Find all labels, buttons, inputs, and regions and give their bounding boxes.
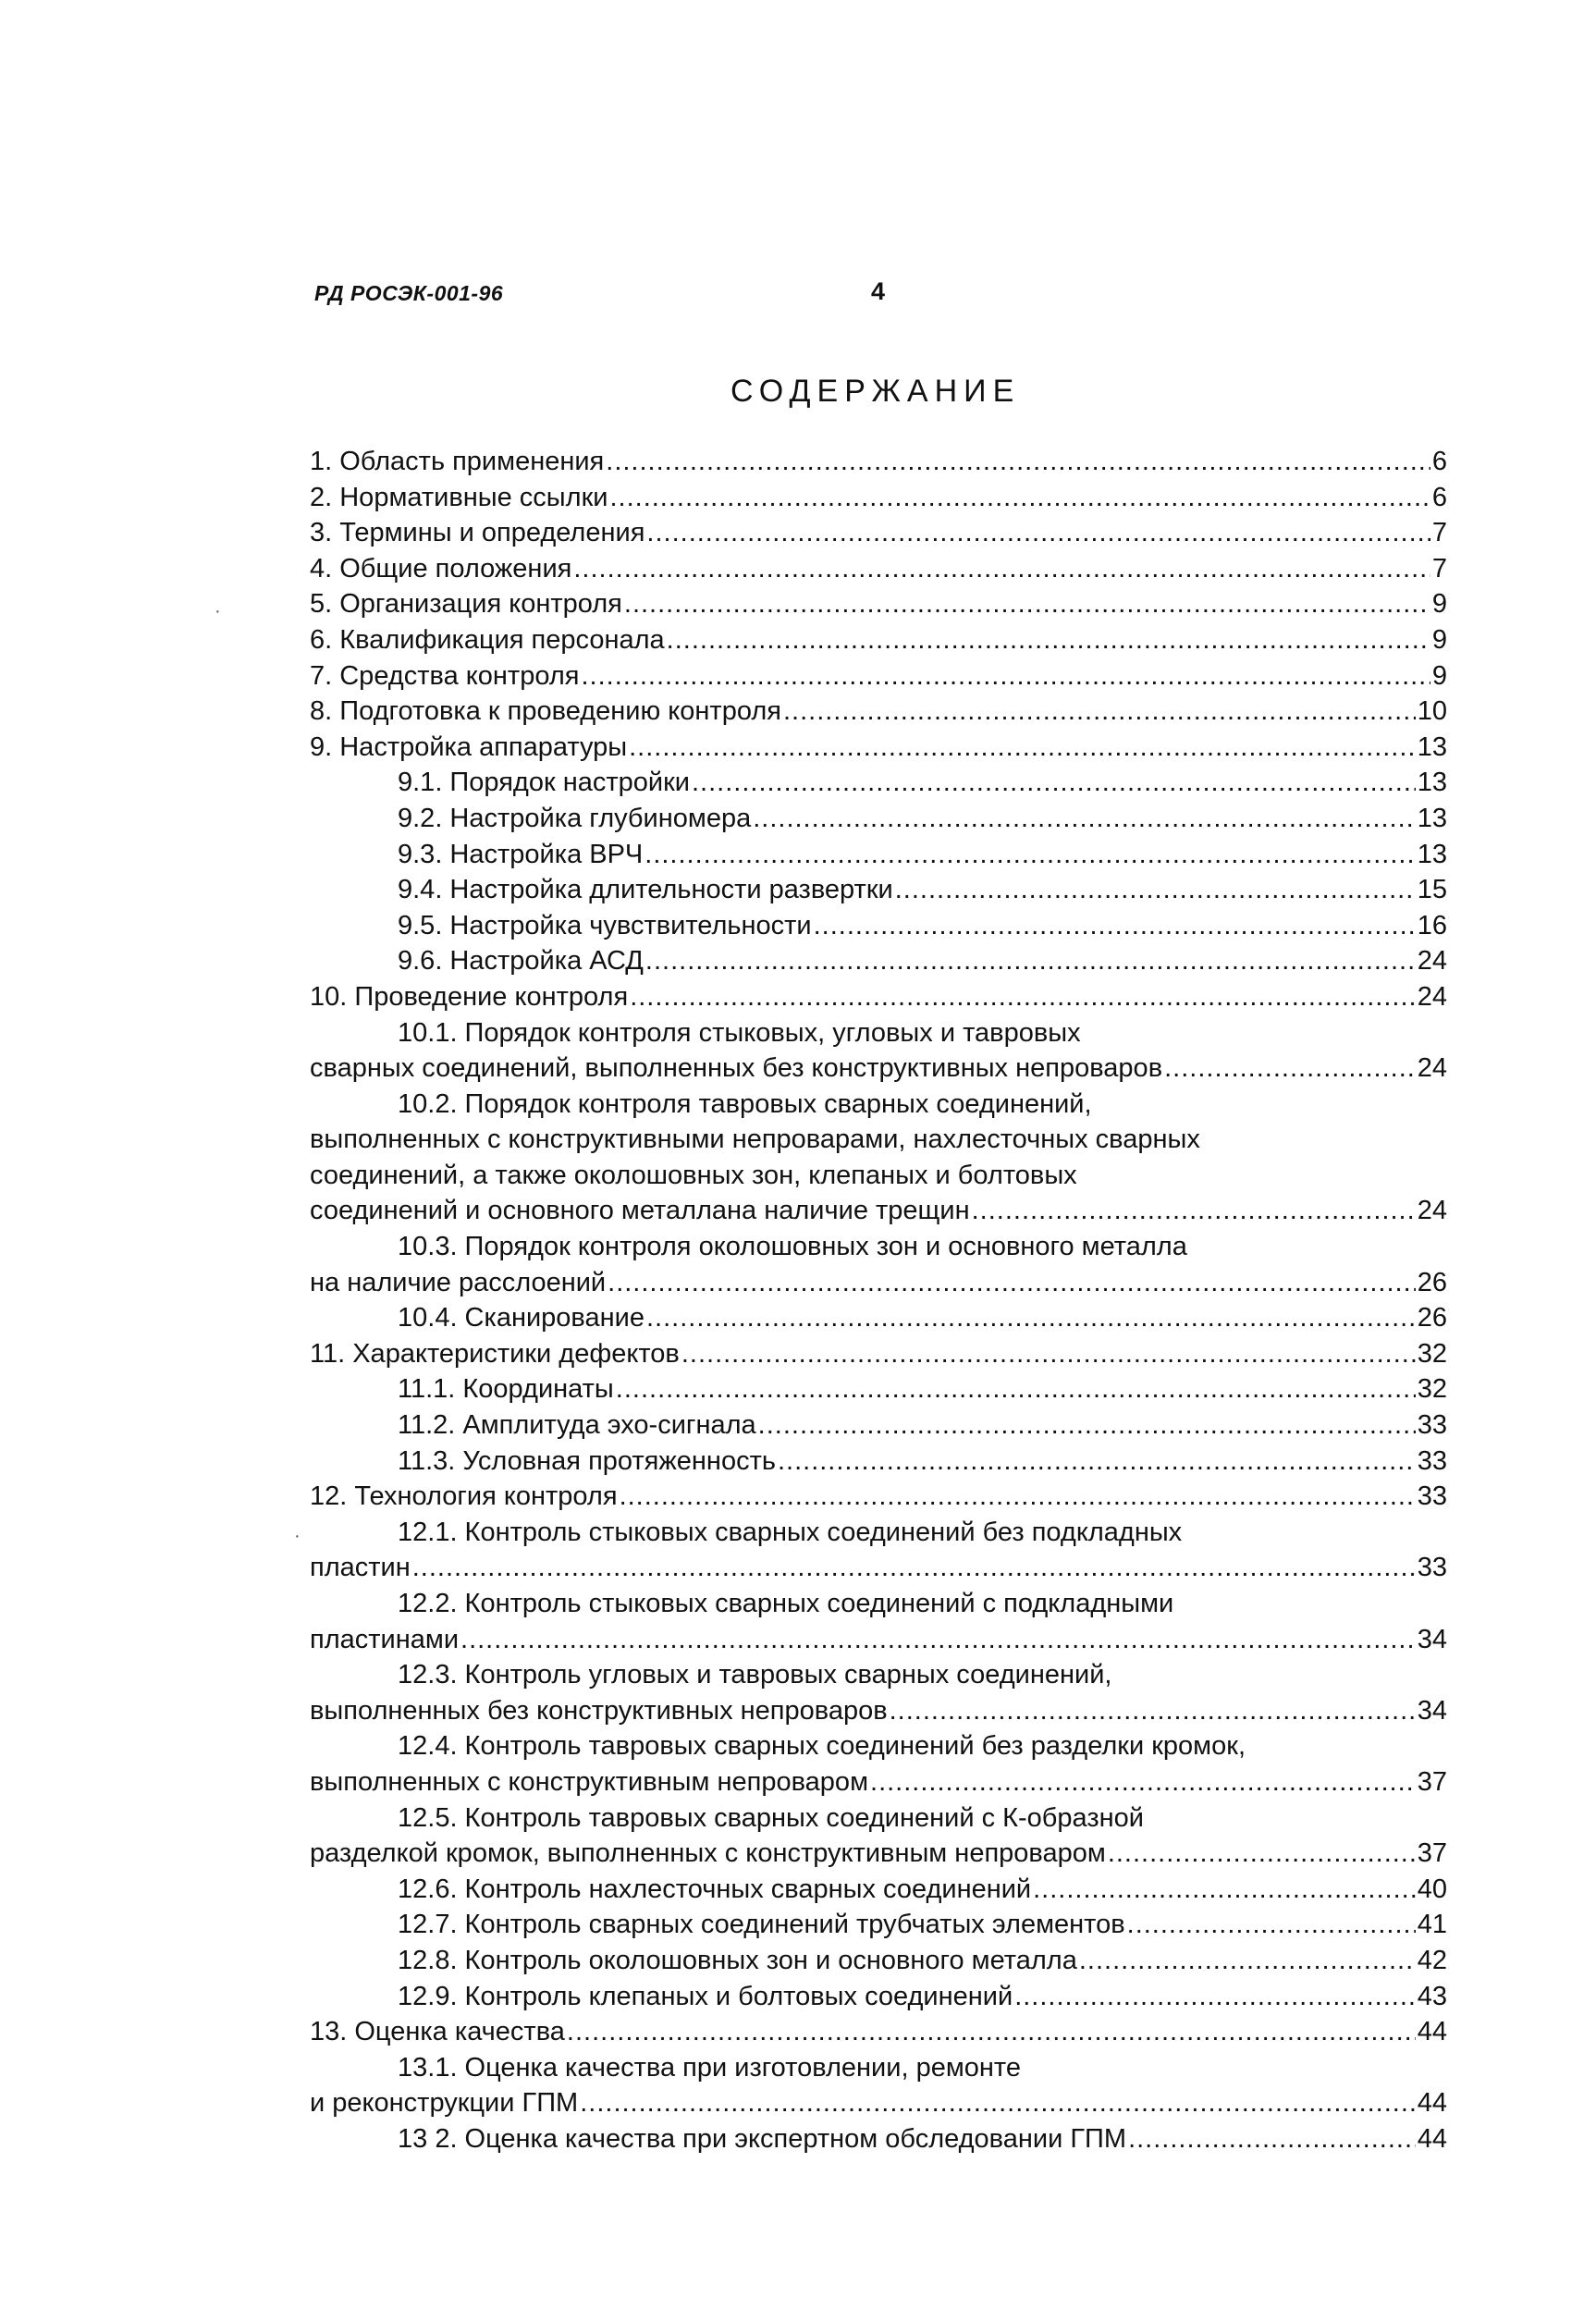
toc-page-number: 32 bbox=[1417, 1374, 1447, 1405]
toc-entry bbox=[310, 658, 1447, 694]
dot-leader bbox=[616, 1371, 1416, 1407]
scan-speck: · bbox=[215, 601, 221, 621]
toc-entry bbox=[310, 1407, 1447, 1444]
dot-leader bbox=[1127, 1907, 1416, 1943]
toc-entry-text: 12.8. Контроль околошовных зон и основного металла bbox=[398, 1945, 1077, 1975]
toc-line bbox=[310, 480, 1447, 516]
dot-leader bbox=[460, 1622, 1416, 1658]
dot-leader bbox=[681, 1336, 1416, 1372]
toc-line bbox=[310, 586, 1447, 622]
dot-leader bbox=[783, 694, 1416, 730]
toc-line bbox=[310, 908, 1447, 944]
toc-entry-text: соединений, а также околошовных зон, клепаных и болтовых bbox=[310, 1160, 1077, 1190]
toc-page-number: 13 bbox=[1417, 768, 1447, 798]
toc-entry bbox=[310, 444, 1447, 480]
toc-entry-text: 12.5. Контроль тавровых сварных соединений с К-образной bbox=[398, 1802, 1144, 1833]
toc-entry-text: пластин bbox=[310, 1553, 411, 1583]
toc-line bbox=[310, 1907, 1447, 1943]
toc-entry-text: 4. Общие положения bbox=[310, 553, 572, 584]
dot-leader bbox=[890, 1693, 1416, 1729]
toc-page-number: 43 bbox=[1417, 1981, 1447, 2011]
toc-entry-text: 12. Технология контроля bbox=[310, 1481, 618, 1512]
toc-page-number: 44 bbox=[1417, 2088, 1447, 2119]
toc-line bbox=[310, 1444, 1447, 1480]
toc-entry-text: 9.6. Настройка АСД bbox=[398, 946, 644, 977]
toc-entry-text: 11.3. Условная протяженность bbox=[398, 1445, 776, 1476]
toc-line bbox=[310, 765, 1447, 801]
toc-entry bbox=[310, 2014, 1447, 2050]
dot-leader bbox=[620, 1479, 1416, 1515]
toc-entry-text: 11.1. Координаты bbox=[398, 1374, 614, 1405]
toc-entry-text: 7. Средства контроля bbox=[310, 660, 580, 691]
toc-line bbox=[310, 943, 1447, 979]
toc-entry bbox=[310, 908, 1447, 944]
toc-entry bbox=[310, 1728, 1447, 1800]
toc-entry-text: 12.9. Контроль клепаных и болтовых соединений bbox=[398, 1981, 1013, 2011]
dot-leader bbox=[629, 730, 1416, 766]
dot-leader bbox=[692, 765, 1416, 801]
toc-page-number: 33 bbox=[1417, 1553, 1447, 1583]
toc-page-number: 15 bbox=[1417, 875, 1447, 905]
toc-line bbox=[310, 872, 1447, 908]
toc-page-number: 16 bbox=[1417, 910, 1447, 940]
toc-entry bbox=[310, 1800, 1447, 1872]
toc-line bbox=[310, 2085, 1447, 2121]
toc-line bbox=[310, 979, 1447, 1015]
toc-page-number: 24 bbox=[1417, 946, 1447, 977]
toc-line bbox=[310, 1051, 1447, 1087]
toc-entry bbox=[310, 1479, 1447, 1515]
toc-entry bbox=[310, 1087, 1447, 1229]
toc-page-number: 40 bbox=[1417, 1874, 1447, 1904]
dot-leader bbox=[1108, 1836, 1416, 1872]
toc-entry-text: 12.6. Контроль нахлесточных сварных соединений bbox=[398, 1874, 1032, 1904]
toc-entry-text: на наличие расслоений bbox=[310, 1267, 607, 1297]
toc-entry-text: 11.2. Амплитуда эхо-сигнала bbox=[398, 1410, 756, 1441]
toc-entry bbox=[310, 1300, 1447, 1336]
toc-entry-text: выполненных с конструктивными непроварами, нахлесточных сварных bbox=[310, 1124, 1200, 1155]
toc-entry bbox=[310, 586, 1447, 622]
dot-leader bbox=[1033, 1872, 1416, 1908]
toc-entry-text: 11. Характеристики дефектов bbox=[310, 1338, 680, 1369]
toc-line bbox=[310, 837, 1447, 873]
toc-entry bbox=[310, 801, 1447, 837]
toc-page-number: 24 bbox=[1417, 1196, 1447, 1226]
toc-page-number: 32 bbox=[1417, 1338, 1447, 1369]
toc-entry bbox=[310, 1586, 1447, 1657]
scan-speck: · bbox=[294, 1526, 301, 1546]
table-of-contents bbox=[310, 444, 1447, 2157]
toc-entry-text: 10.4. Сканирование bbox=[398, 1303, 645, 1333]
dot-leader bbox=[580, 2085, 1416, 2121]
toc-entry-text: 12.4. Контроль тавровых сварных соединений без разделки кромок, bbox=[398, 1731, 1246, 1762]
toc-page-number: 24 bbox=[1417, 1053, 1447, 1084]
toc-entry-text: 12.1. Контроль стыковых сварных соединений без подкладных bbox=[398, 1517, 1183, 1547]
toc-entry-text: 9.4. Настройка длительности развертки bbox=[398, 875, 893, 905]
toc-line bbox=[310, 515, 1447, 551]
toc-line bbox=[310, 658, 1447, 694]
toc-page-number: 44 bbox=[1417, 2123, 1447, 2154]
toc-line bbox=[310, 1872, 1447, 1908]
dot-leader bbox=[1014, 1979, 1416, 2015]
toc-entry bbox=[310, 480, 1447, 516]
dot-leader bbox=[1128, 2121, 1416, 2157]
toc-entry-text: 10.1. Порядок контроля стыковых, угловых и тавровых bbox=[398, 1017, 1081, 1048]
toc-page-number: 9 bbox=[1431, 589, 1447, 620]
toc-page-number: 13 bbox=[1417, 839, 1447, 869]
toc-entry-text: 1. Область применения bbox=[310, 447, 605, 476]
toc-line bbox=[310, 2014, 1447, 2050]
toc-entry bbox=[310, 1943, 1447, 1979]
toc-page-number: 34 bbox=[1417, 1695, 1447, 1726]
toc-entry-text: выполненных с конструктивным непроваром bbox=[310, 1766, 869, 1797]
toc-entry-text: и реконструкции ГПМ bbox=[310, 2088, 579, 2119]
toc-entry bbox=[310, 943, 1447, 979]
toc-entry bbox=[310, 730, 1447, 766]
toc-entry bbox=[310, 1444, 1447, 1480]
toc-line bbox=[310, 1407, 1447, 1444]
toc-entry bbox=[310, 1015, 1447, 1087]
toc-line bbox=[310, 1300, 1447, 1336]
toc-page-number: 13 bbox=[1417, 731, 1447, 762]
dot-leader bbox=[630, 979, 1416, 1015]
toc-page-number: 37 bbox=[1417, 1766, 1447, 1797]
toc-entry bbox=[310, 1979, 1447, 2015]
toc-entry-text: сварных соединений, выполненных без конструктивных непроваров bbox=[310, 1053, 1163, 1084]
toc-page-number: 44 bbox=[1417, 2017, 1447, 2047]
toc-entry bbox=[310, 1872, 1447, 1908]
dot-leader bbox=[606, 444, 1430, 480]
toc-entry bbox=[310, 551, 1447, 587]
toc-entry bbox=[310, 1515, 1447, 1586]
dot-leader bbox=[814, 908, 1416, 944]
toc-line bbox=[310, 1265, 1447, 1301]
dot-leader bbox=[609, 480, 1430, 516]
toc-page-number: 26 bbox=[1417, 1267, 1447, 1297]
dot-leader bbox=[1164, 1051, 1416, 1087]
toc-entry bbox=[310, 1907, 1447, 1943]
toc-line bbox=[310, 1479, 1447, 1515]
toc-line bbox=[310, 730, 1447, 766]
dot-leader bbox=[646, 1300, 1416, 1336]
toc-entry-text: 9.2. Настройка глубиномера bbox=[398, 803, 752, 833]
toc-line bbox=[310, 801, 1447, 837]
dot-leader bbox=[645, 943, 1416, 979]
toc-entry bbox=[310, 515, 1447, 551]
toc-line bbox=[310, 694, 1447, 730]
toc-entry-text: 2. Нормативные ссылки bbox=[310, 482, 608, 512]
toc-page-number: 42 bbox=[1417, 1945, 1447, 1975]
toc-line bbox=[310, 2121, 1447, 2157]
toc-entry bbox=[310, 622, 1447, 658]
toc-line bbox=[310, 1836, 1447, 1872]
document-code: РД РОСЭК-001-96 bbox=[314, 281, 504, 305]
toc-page-number: 9 bbox=[1431, 624, 1447, 655]
toc-page-number: 41 bbox=[1417, 1910, 1447, 1940]
dot-leader bbox=[567, 2014, 1416, 2050]
toc-line bbox=[310, 1979, 1447, 2015]
dot-leader bbox=[778, 1444, 1416, 1480]
toc-entry-text: пластинами bbox=[310, 1624, 460, 1654]
toc-entry bbox=[310, 872, 1447, 908]
dot-leader bbox=[895, 872, 1416, 908]
toc-entry-text: 8. Подготовка к проведению контроля bbox=[310, 696, 781, 727]
toc-entry bbox=[310, 1229, 1447, 1300]
toc-entry bbox=[310, 2050, 1447, 2121]
dot-leader bbox=[758, 1407, 1416, 1444]
toc-page-number: 33 bbox=[1417, 1445, 1447, 1476]
toc-entry bbox=[310, 694, 1447, 730]
dot-leader bbox=[573, 551, 1430, 587]
toc-page-number: 33 bbox=[1417, 1410, 1447, 1441]
toc-line bbox=[310, 1336, 1447, 1372]
toc-entry-text: 9. Настройка аппаратуры bbox=[310, 731, 628, 762]
toc-entry-text: выполненных без конструктивных непроваров bbox=[310, 1695, 888, 1726]
toc-line bbox=[310, 1943, 1447, 1979]
toc-page-number: 33 bbox=[1417, 1481, 1447, 1512]
toc-entry-text: 9.5. Настройка чувствительности bbox=[398, 910, 812, 940]
toc-page-number: 6 bbox=[1431, 447, 1447, 476]
toc-entry bbox=[310, 765, 1447, 801]
toc-entry-text: 3. Термины и определения bbox=[310, 518, 645, 548]
dot-leader bbox=[1079, 1943, 1416, 1979]
toc-entry-text: 12.3. Контроль угловых и тавровых сварных соединений, bbox=[398, 1660, 1112, 1690]
toc-line bbox=[310, 444, 1447, 480]
toc-line bbox=[310, 551, 1447, 587]
toc-page-number: 9 bbox=[1431, 660, 1447, 691]
toc-entry-text: 12.7. Контроль сварных соединений трубчатых элементов bbox=[398, 1910, 1125, 1940]
toc-line bbox=[310, 1693, 1447, 1729]
toc-entry-text: 9.1. Порядок настройки bbox=[398, 768, 690, 798]
toc-entry-text: 10. Проведение контроля bbox=[310, 981, 629, 1012]
toc-line bbox=[310, 1550, 1447, 1586]
page-number: 4 bbox=[871, 277, 886, 305]
dot-leader bbox=[624, 586, 1430, 622]
toc-entry-text: 13. Оценка качества bbox=[310, 2017, 565, 2047]
dot-leader bbox=[972, 1193, 1416, 1229]
dot-leader bbox=[412, 1550, 1416, 1586]
toc-entry bbox=[310, 1371, 1447, 1407]
toc-entry bbox=[310, 1336, 1447, 1372]
toc-page-number: 6 bbox=[1431, 482, 1447, 512]
toc-entry bbox=[310, 979, 1447, 1015]
dot-leader bbox=[667, 622, 1430, 658]
toc-entry-text: разделкой кромок, выполненных с конструктивным непроваром bbox=[310, 1838, 1106, 1869]
toc-page-number: 13 bbox=[1417, 803, 1447, 833]
toc-line bbox=[310, 622, 1447, 658]
toc-page-number: 10 bbox=[1417, 696, 1447, 727]
dot-leader bbox=[608, 1265, 1416, 1301]
toc-page-number: 7 bbox=[1431, 553, 1447, 584]
toc-page-number: 34 bbox=[1417, 1624, 1447, 1654]
toc-entry-text: 13.1. Оценка качества при изготовлении, ремонте bbox=[398, 2052, 1021, 2083]
dot-leader bbox=[753, 801, 1416, 837]
toc-page-number: 37 bbox=[1417, 1838, 1447, 1869]
dot-leader bbox=[581, 658, 1430, 694]
toc-entry-text: 5. Организация контроля bbox=[310, 589, 622, 620]
toc-entry bbox=[310, 1657, 1447, 1728]
toc-entry-text: 12.2. Контроль стыковых сварных соединений с подкладными bbox=[398, 1589, 1174, 1618]
dot-leader bbox=[870, 1764, 1416, 1800]
toc-line bbox=[310, 1622, 1447, 1658]
toc-entry-text: соединений и основного металлана наличие трещин bbox=[310, 1196, 970, 1226]
toc-entry bbox=[310, 2121, 1447, 2157]
toc-entry bbox=[310, 837, 1447, 873]
toc-entry-text: 10.2. Порядок контроля тавровых сварных соединений, bbox=[398, 1088, 1092, 1119]
toc-entry-text: 9.3. Настройка ВРЧ bbox=[398, 839, 644, 869]
toc-line bbox=[310, 1371, 1447, 1407]
toc-page-number: 24 bbox=[1417, 981, 1447, 1012]
toc-entry-text: 6. Квалификация персонала bbox=[310, 624, 665, 655]
toc-entry-text: 13 2. Оценка качества при экспертном обследовании ГПМ bbox=[398, 2123, 1127, 2154]
toc-line bbox=[310, 1764, 1447, 1800]
dot-leader bbox=[646, 515, 1430, 551]
toc-page-number: 7 bbox=[1431, 518, 1447, 548]
toc-page-number: 26 bbox=[1417, 1303, 1447, 1333]
toc-title: СОДЕРЖАНИЕ bbox=[730, 374, 1021, 409]
toc-line bbox=[310, 1193, 1447, 1229]
toc-entry-text: 10.3. Порядок контроля околошовных зон и основного металла bbox=[398, 1232, 1187, 1262]
dot-leader bbox=[645, 837, 1415, 873]
